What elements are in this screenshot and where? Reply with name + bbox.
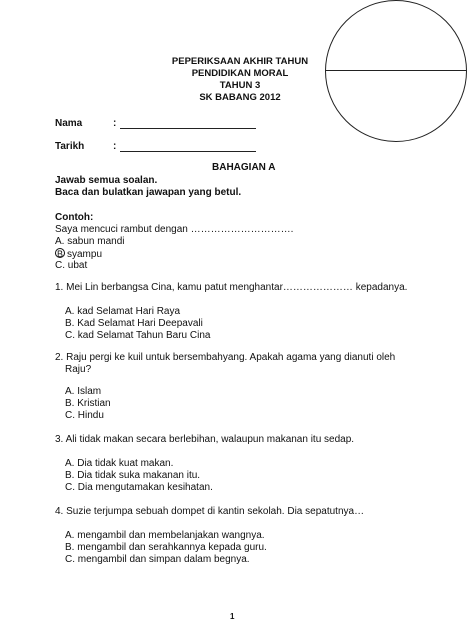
question-2: 2. Raju pergi ke kuil untuk bersembahyang. Apakah agama yang dianuti oleh <box>55 352 396 363</box>
tarikh-label: Tarikh <box>55 141 85 152</box>
year-title: TAHUN 3 <box>219 80 261 91</box>
page-number: 1 <box>230 612 235 621</box>
question-2-cont: Raju? <box>65 364 92 375</box>
circled-answer-icon: B <box>56 249 63 259</box>
nama-label: Nama <box>55 118 83 129</box>
subject-title: PENDIDIKAN MORAL <box>191 68 289 79</box>
exam-title: PEPERIKSAAN AKHIR TAHUN <box>171 56 309 67</box>
question-3-option-b[interactable]: B. Dia tidak suka makanan itu. <box>65 470 201 481</box>
question-1-option-a[interactable]: A. kad Selamat Hari Raya <box>65 306 181 317</box>
question-2-option-a[interactable]: A. Islam <box>65 386 102 397</box>
school-title: SK BABANG 2012 <box>199 92 281 103</box>
section-title: BAHAGIAN A <box>212 162 276 173</box>
score-circle-divider <box>326 70 466 71</box>
question-2-option-b[interactable]: B. Kristian <box>65 398 111 409</box>
question-4-option-b[interactable]: B. mengambil dan serahkannya kepada guru. <box>65 542 267 553</box>
question-4: 4. Suzie terjumpa sebuah dompet di kantin sekolah. Dia sepatutnya… <box>55 506 365 517</box>
question-4-option-a[interactable]: A. mengambil dan membelanjakan wangnya. <box>65 530 265 541</box>
question-3-option-c[interactable]: C. Dia mengutamakan kesihatan. <box>65 482 213 493</box>
example-title: Contoh: <box>55 212 94 223</box>
question-3-option-a[interactable]: A. Dia tidak kuat makan. <box>65 458 174 469</box>
question-1-option-c[interactable]: C. kad Selamat Tahun Baru Cina <box>65 330 211 341</box>
question-1-option-b[interactable]: B. Kad Selamat Hari Deepavali <box>65 318 203 329</box>
question-1: 1. Mei Lin berbangsa Cina, kamu patut menghantar………………… kepadanya. <box>55 282 408 293</box>
nama-colon: : <box>113 118 117 129</box>
instruction-line-2: Baca dan bulatkan jawapan yang betul. <box>55 187 242 198</box>
instruction-line-1: Jawab semua soalan. <box>55 175 158 186</box>
nama-field[interactable] <box>120 128 256 129</box>
example-question: Saya mencuci rambut dengan …………………………. <box>55 224 294 235</box>
tarikh-field[interactable] <box>120 151 256 152</box>
question-4-option-c[interactable]: C. mengambil dan simpan dalam begnya. <box>65 554 250 565</box>
question-2-option-c[interactable]: C. Hindu <box>65 410 104 421</box>
score-circle <box>325 0 467 142</box>
example-option-a: A. sabun mandi <box>55 236 125 247</box>
tarikh-colon: : <box>113 141 117 152</box>
example-option-b-text: syampu <box>67 249 103 260</box>
question-3: 3. Ali tidak makan secara berlebihan, walaupun makanan itu sedap. <box>55 434 355 445</box>
example-option-c: C. ubat <box>55 260 88 271</box>
